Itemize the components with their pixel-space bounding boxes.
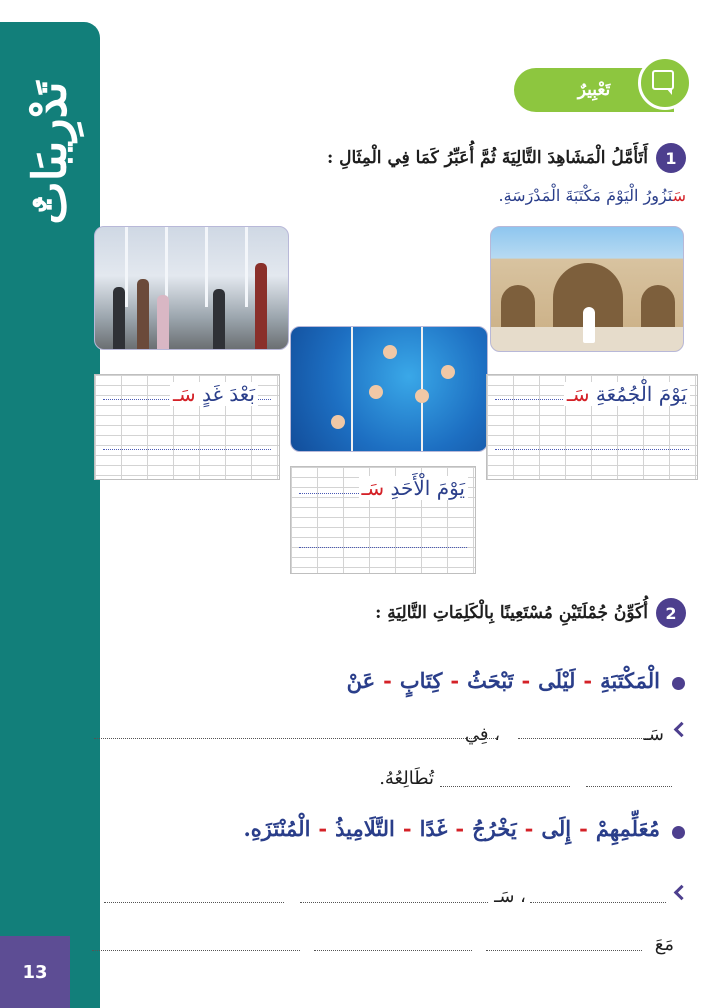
- blank-line[interactable]: [314, 950, 472, 951]
- chevron-right-icon: [674, 885, 690, 901]
- exercise-1-instruction: أَتَأَمَّلُ الْمَشَاهِدَ التَّالِيَةَ ثُمَّ أُعَبِّرُ كَمَا فِي الْمِثَالِ :: [326, 148, 648, 168]
- bullet-set-1: [672, 677, 685, 690]
- exercise-2-number: 2: [656, 598, 686, 628]
- swimming-pool-photo: [290, 326, 488, 452]
- exercise-2-instruction: أُكَوِّنُ جُمْلَتَيْنِ مُسْتَعِينًا بِالْكَلِمَاتِ التَّالِيَةِ :: [375, 603, 648, 623]
- page-number: 13: [22, 961, 48, 983]
- blank-line[interactable]: [440, 786, 570, 787]
- blank-line[interactable]: [486, 950, 642, 951]
- blank-line[interactable]: [586, 786, 672, 787]
- sentence-2-start: مَعَ: [654, 934, 674, 955]
- speech-bubble-icon: [638, 56, 692, 110]
- mosque-photo: [490, 226, 684, 352]
- section-title: تَعْبِيرٌ: [577, 80, 611, 100]
- word-set-1: الْمَكْتَبَةِ-لَيْلَى-تَبْحَثُ-كِتَابٍ-عَنْ: [346, 668, 660, 693]
- page-number-box: [0, 936, 70, 1008]
- chevron-right-icon: [674, 722, 690, 738]
- blank-line[interactable]: [300, 902, 488, 903]
- blank-line[interactable]: [94, 738, 496, 739]
- prompt-friday: يَوْمَ الْجُمُعَةِ سَـ: [564, 382, 690, 406]
- prompt-sunday: يَوْمَ الْأَحَدِ سَـ: [359, 476, 468, 500]
- sentence-1-end: تُطَالِعُهُ.: [379, 768, 434, 789]
- blank-line[interactable]: [92, 950, 300, 951]
- exercise-1-number: 1: [656, 143, 686, 173]
- sentence-1-start: سَـ: [643, 724, 664, 745]
- sentence-2-mid: ، سَـ: [494, 886, 526, 907]
- prompt-after-tomorrow: بَعْدَ غَدٍ سَـ: [170, 382, 258, 406]
- sidebar-title: تَدْرِيبَاتٌ: [23, 81, 78, 225]
- blank-line[interactable]: [518, 738, 658, 739]
- sentence-1-mid: ، فِي: [464, 724, 500, 745]
- airport-photo: [94, 226, 289, 350]
- example-sentence: سَنَزُورُ الْيَوْمَ مَكْتَبَةَ الْمَدْرَسَةِ.: [498, 186, 686, 205]
- bullet-set-2: [672, 826, 685, 839]
- word-set-2: مُعَلِّمِهِمْ-إِلَى-يَخْرُجُ-غَدًا-التَّلَامِيذُ-الْمُنْتَزَهِ.: [243, 816, 660, 841]
- blank-line[interactable]: [104, 902, 284, 903]
- blank-line[interactable]: [530, 902, 666, 903]
